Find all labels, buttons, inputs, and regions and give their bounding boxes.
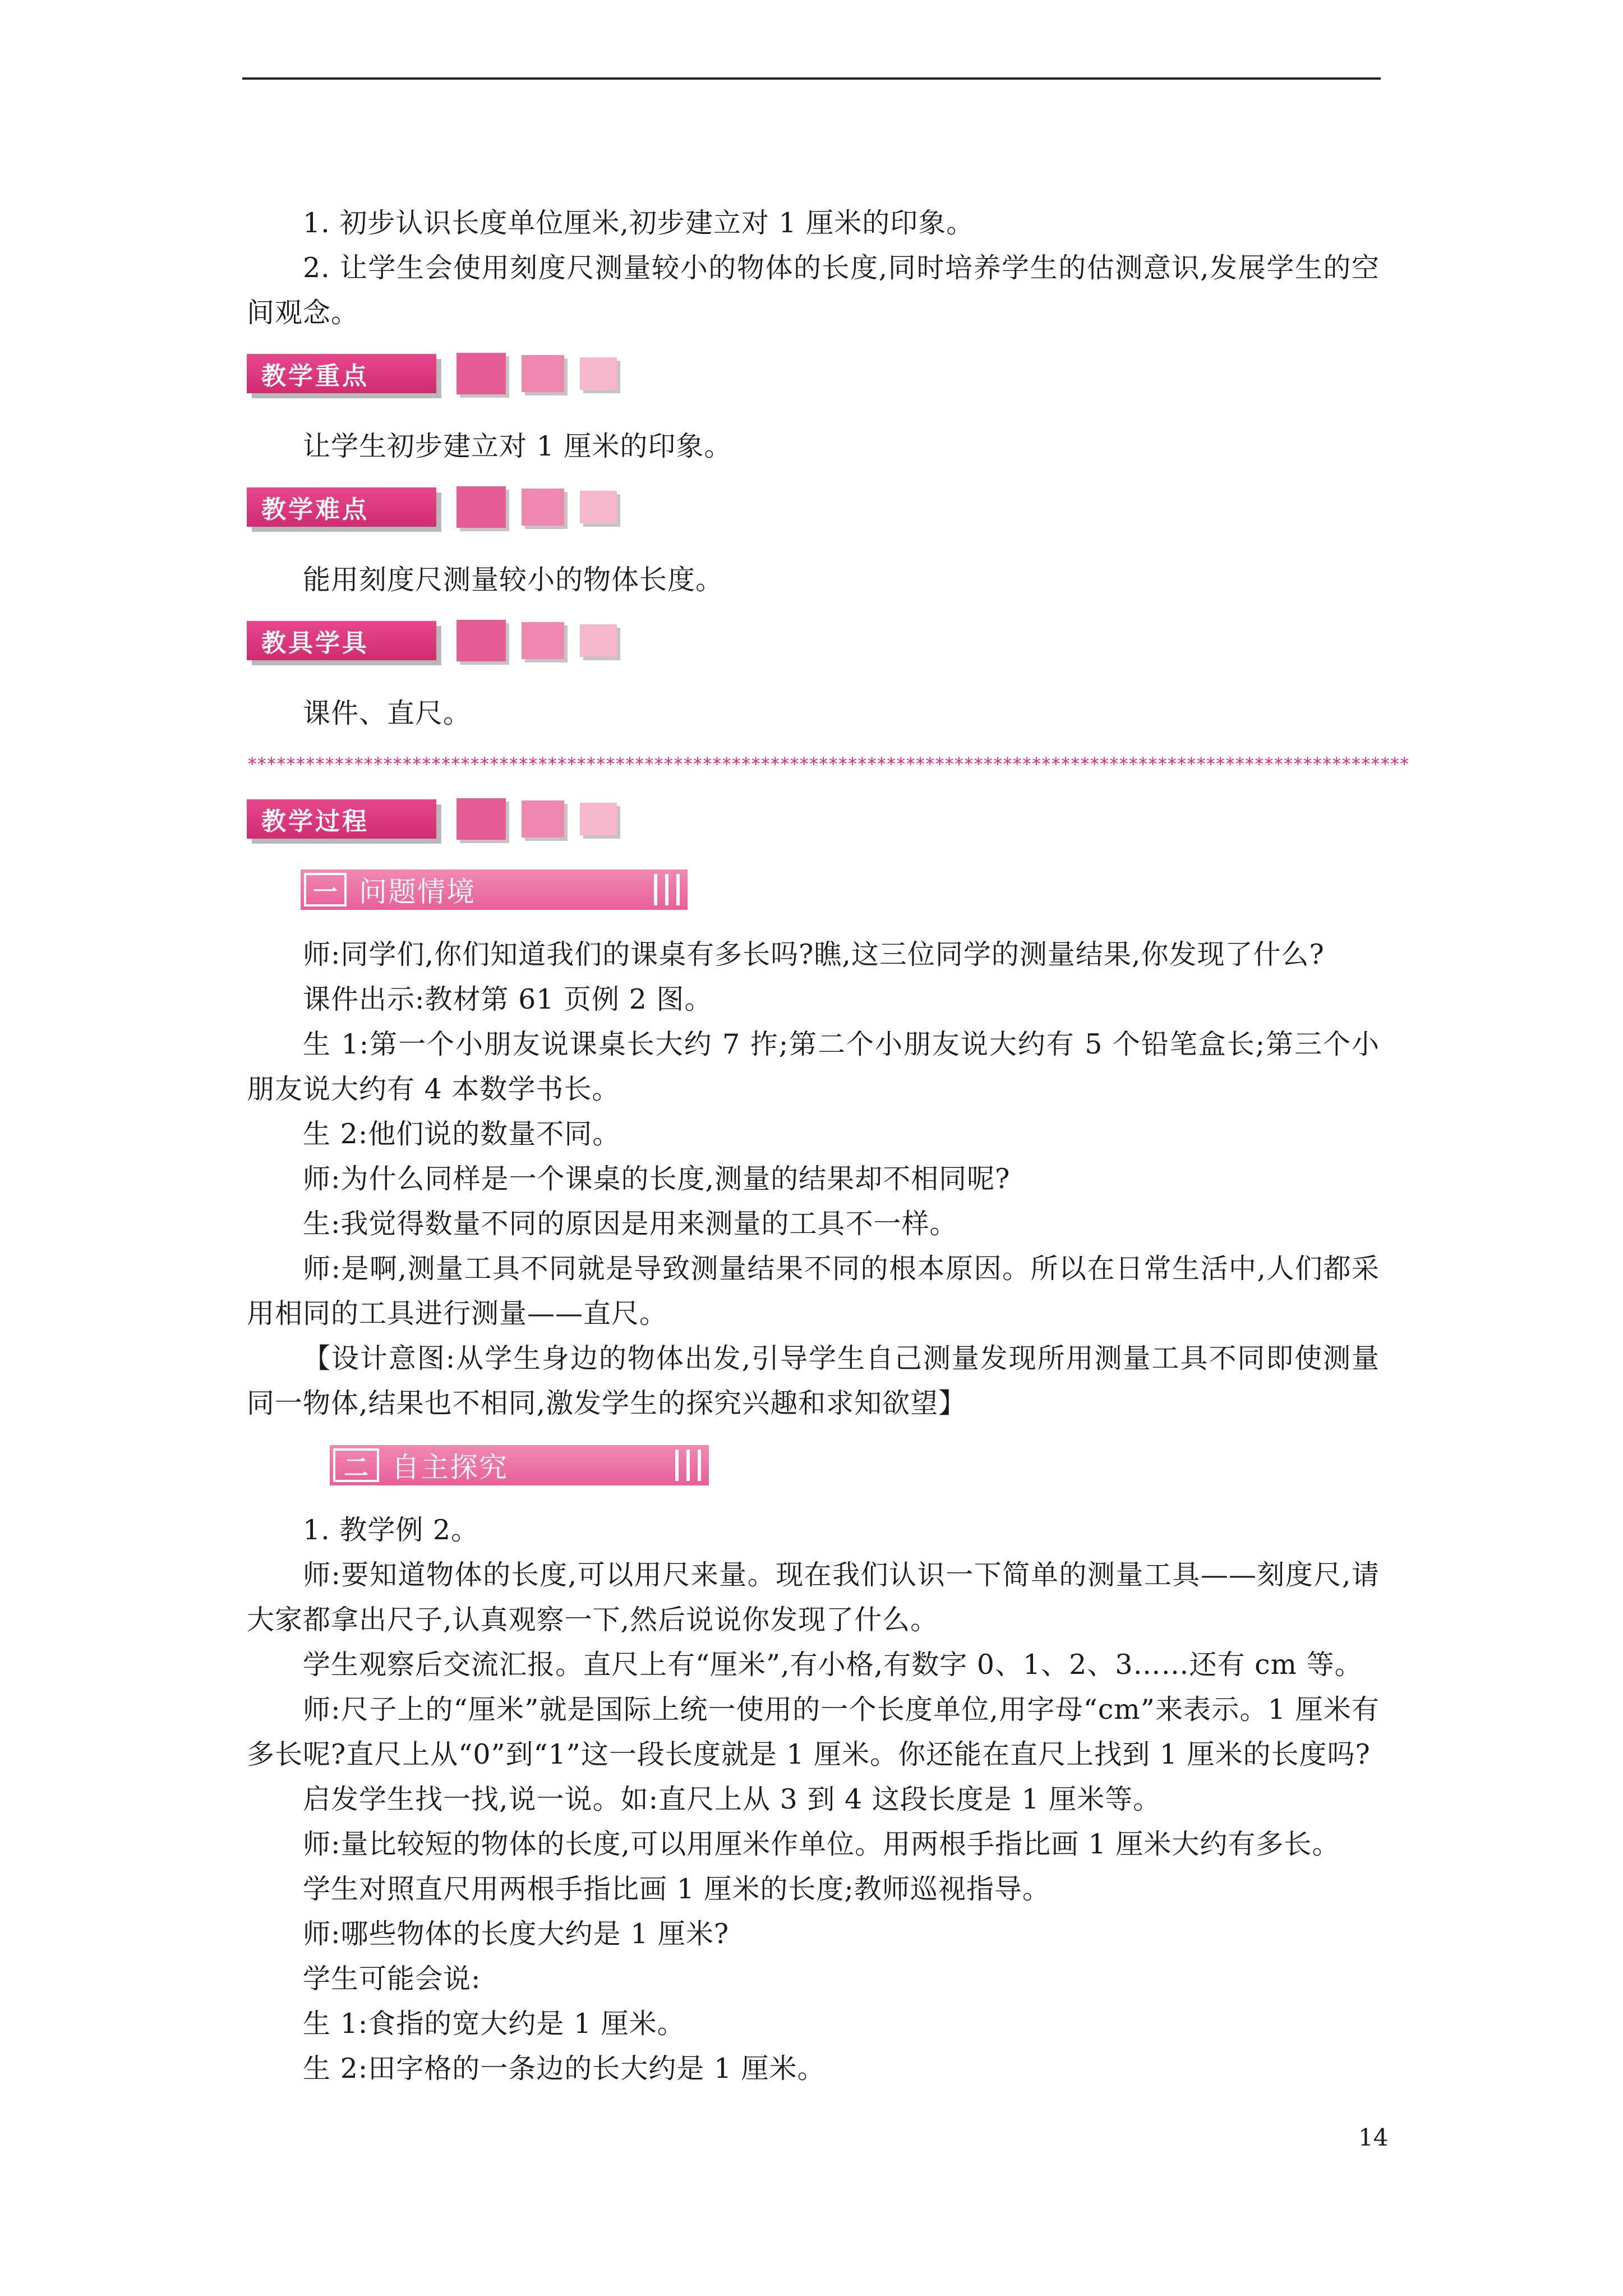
section-label-process: 教学过程	[247, 799, 436, 839]
paragraph: 师:为什么同样是一个课桌的长度,测量的结果却不相同呢?	[303, 1163, 1011, 1195]
decor-square	[580, 803, 617, 835]
part1-body	[247, 932, 1380, 1426]
design-intent-note: 【设计意图:从学生身边的物体出发,引导学生自己测量发现所用测量工具不同即使测量同一物体,结果也不相同,激发学生的探究兴趣和求知欲望】	[247, 1342, 1380, 1419]
section-tools	[247, 617, 1380, 664]
goal-1: 1. 初步认识长度单位厘米,初步建立对 1 厘米的印象。	[303, 207, 975, 239]
key-points-text: 让学生初步建立对 1 厘米的印象。	[303, 430, 732, 462]
difficult-points-text: 能用刻度尺测量较小的物体长度。	[303, 564, 724, 596]
subsection-number: 二	[333, 1448, 379, 1482]
decor-square	[457, 798, 506, 840]
goal-2: 2. 让学生会使用刻度尺测量较小的物体的长度,同时培养学生的估测意识,发展学生的空间观念。	[247, 252, 1380, 329]
paragraph: 学生对照直尺用两根手指比画 1 厘米的长度;教师巡视指导。	[303, 1873, 1050, 1905]
section-label-key: 教学重点	[247, 354, 436, 393]
subsection-number: 一	[304, 873, 347, 907]
paragraph: 生 1:第一个小朋友说课桌长大约 7 拃;第二个小朋友说大约有 5 个铅笔盒长;第三个小朋友说大约有 4 本数学书长。	[247, 1028, 1380, 1105]
subsection-title: 自主探究	[391, 1451, 508, 1484]
paragraph: 生 2:他们说的数量不同。	[303, 1118, 621, 1150]
paragraph: 1. 教学例 2。	[303, 1514, 479, 1546]
paragraph: 师:同学们,你们知道我们的课桌有多长吗?瞧,这三位同学的测量结果,你发现了什么?	[303, 938, 1325, 970]
decor-square	[522, 355, 564, 392]
subsection-header-2	[330, 1445, 709, 1485]
paragraph: 课件出示:教材第 61 页例 2 图。	[303, 983, 713, 1015]
page-number: 14	[1358, 2124, 1389, 2151]
decor-square	[580, 624, 617, 657]
page-content	[247, 201, 1409, 2091]
paragraph: 启发学生找一找,说一说。如:直尺上从 3 到 4 这段长度是 1 厘米等。	[303, 1783, 1161, 1815]
paragraph: 生 2:田字格的一条边的长大约是 1 厘米。	[303, 2053, 826, 2085]
paragraph: 学生可能会说:	[303, 1963, 481, 1995]
section-key-points	[247, 350, 1380, 397]
paragraph: 生:我觉得数量不同的原因是用来测量的工具不一样。	[303, 1208, 958, 1240]
subsection-header-1	[301, 869, 688, 910]
decor-square	[580, 357, 617, 390]
paragraph: 师:要知道物体的长度,可以用尺来量。现在我们认识一下简单的测量工具——刻度尺,请大家都拿出尺子,认真观察一下,然后说说你发现了什么。	[247, 1559, 1380, 1636]
section-process	[247, 795, 1380, 843]
paragraph: 师:量比较短的物体的长度,可以用厘米作单位。用两根手指比画 1 厘米大约有多长。	[303, 1828, 1340, 1860]
decor-square	[580, 491, 617, 523]
decor-square	[522, 800, 564, 838]
header-rule	[242, 77, 1381, 80]
decor-square	[457, 620, 506, 661]
part2-body	[247, 1508, 1380, 2091]
section-difficult-points	[247, 484, 1380, 531]
paragraph: 生 1:食指的宽大约是 1 厘米。	[303, 2008, 685, 2040]
decor-square	[457, 486, 506, 528]
section-label-tools: 教具学具	[247, 621, 436, 660]
decor-bars	[646, 869, 688, 910]
subsection-title: 问题情境	[359, 876, 476, 908]
tools-text: 课件、直尺。	[303, 697, 472, 729]
paragraph: 师:是啊,测量工具不同就是导致测量结果不同的根本原因。所以在日常生活中,人们都采用相同的工具进行测量——直尺。	[247, 1253, 1380, 1329]
decor-square	[522, 489, 564, 526]
paragraph: 师:尺子上的“厘米”就是国际上统一使用的一个长度单位,用字母“cm”来表示。1 厘米有多长呢?直尺上从“0”到“1”这一段长度就是 1 厘米。你还能在直尺上找到 1 厘米的长度吗?	[247, 1694, 1380, 1770]
decor-bars	[667, 1445, 709, 1485]
decor-square	[457, 353, 506, 394]
paragraph: 师:哪些物体的长度大约是 1 厘米?	[303, 1918, 730, 1950]
paragraph: 学生观察后交流汇报。直尺上有“厘米”,有小格,有数字 0、1、2、3……还有 cm 等。	[303, 1649, 1363, 1681]
decor-square	[522, 622, 564, 659]
section-label-difficult: 教学难点	[247, 487, 436, 527]
star-divider: ************************************************************************************************************************	[247, 753, 1409, 775]
